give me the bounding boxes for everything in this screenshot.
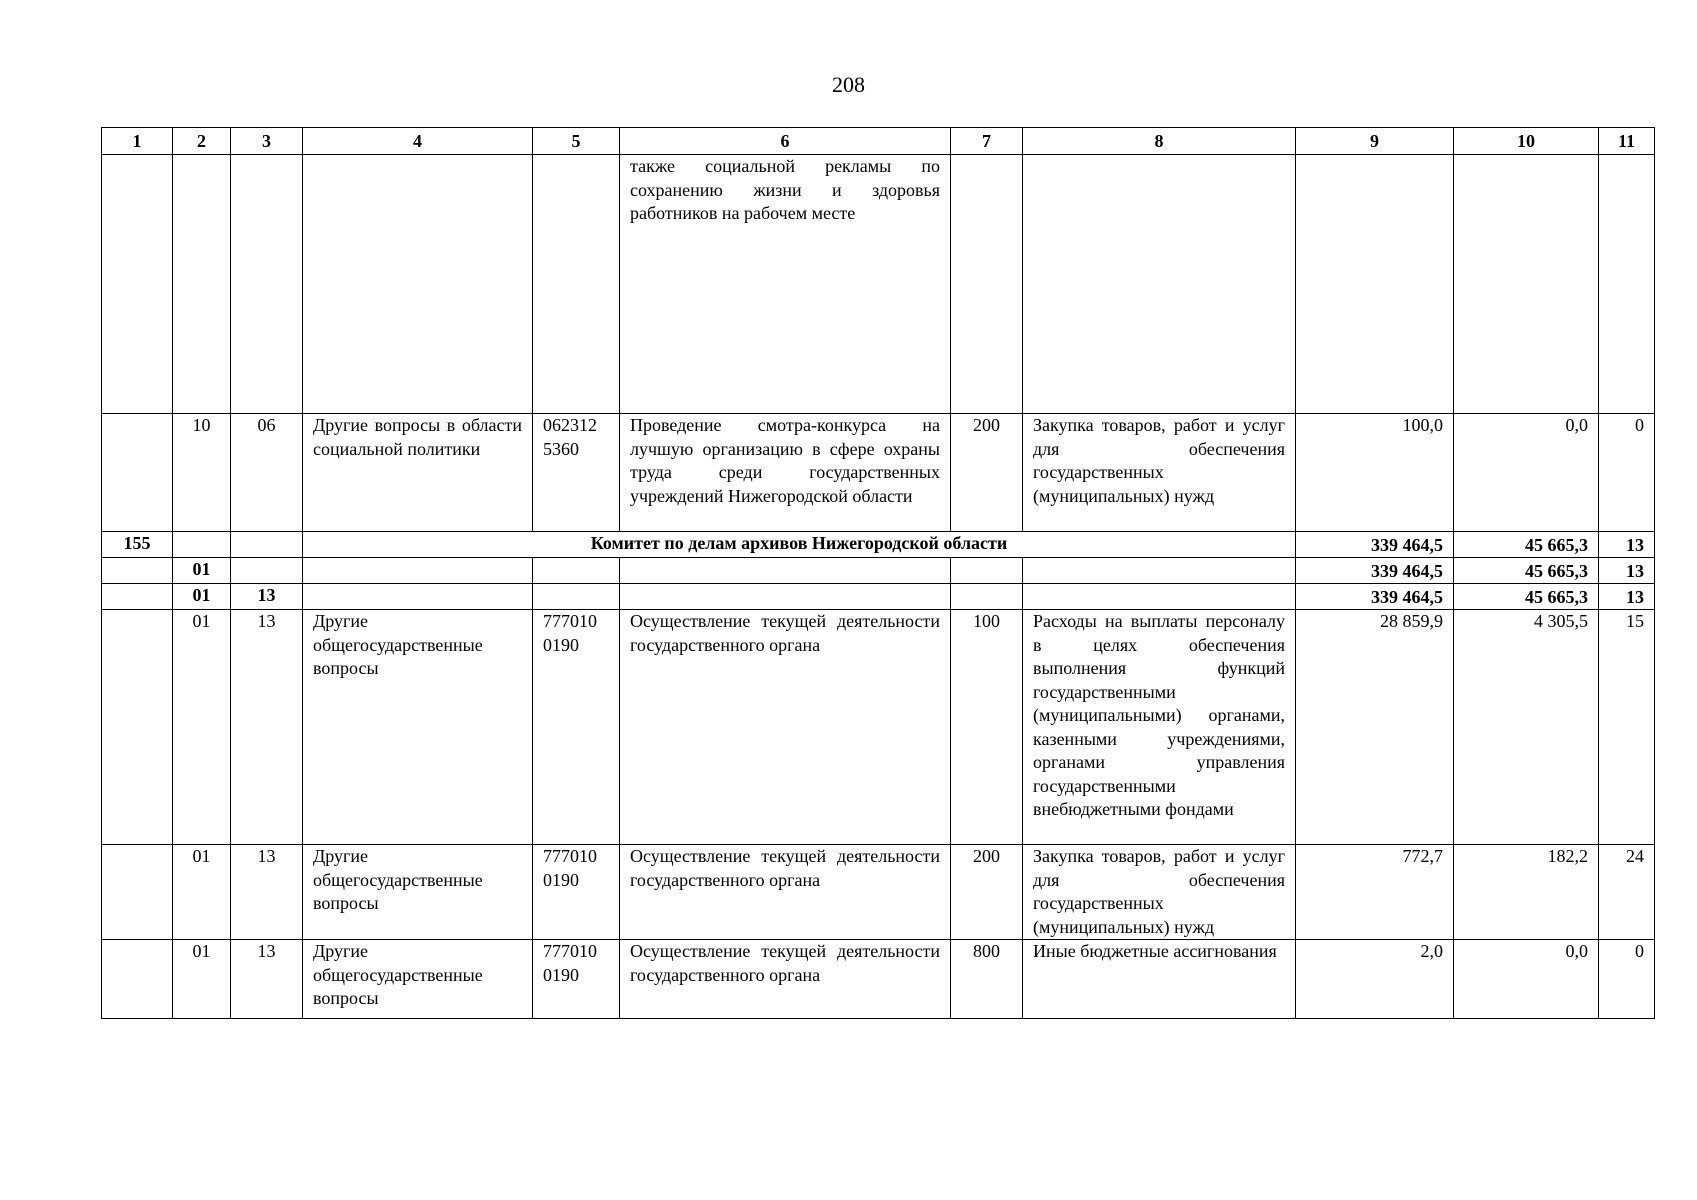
- cell-section-name: [303, 584, 533, 610]
- cell-expense-name: Закупка товаров, работ и услуг для обеспечения государственных (муниципальных) нужд: [1023, 414, 1296, 532]
- cell-empty: [173, 532, 231, 558]
- cell-expense-type: [951, 558, 1023, 584]
- cell-section: [173, 155, 231, 414]
- header-row: [102, 128, 1655, 155]
- cell-section: 01: [173, 610, 231, 845]
- table-row-section-total: [102, 558, 1655, 584]
- header-col-11: 11: [1599, 128, 1655, 155]
- page-number: 208: [832, 72, 865, 97]
- cell-admin-code: 155: [102, 532, 173, 558]
- cell-section: 01: [173, 845, 231, 940]
- cell-section: 01: [173, 940, 231, 1019]
- cell-section-name: [303, 558, 533, 584]
- cell-expense-type: [951, 584, 1023, 610]
- cell-admin-code: [102, 940, 173, 1019]
- cell-subsection: [231, 558, 303, 584]
- cell-value-10: 45 665,3: [1454, 532, 1599, 558]
- cell-description: Осуществление текущей деятельности государственного органа: [620, 845, 951, 940]
- header-col-6: 6: [620, 128, 951, 155]
- cell-value-9: 100,0: [1296, 414, 1454, 532]
- cell-description: [620, 558, 951, 584]
- organization-title: Комитет по делам архивов Нижегородской области: [303, 532, 1296, 558]
- cell-value-9: 339 464,5: [1296, 532, 1454, 558]
- header-col-10: 10: [1454, 128, 1599, 155]
- cell-admin-code: [102, 558, 173, 584]
- cell-expense-name: Закупка товаров, работ и услуг для обеспечения государственных (муниципальных) нужд: [1023, 845, 1296, 940]
- cell-target-code: [533, 155, 620, 414]
- cell-value-10: 45 665,3: [1454, 584, 1599, 610]
- cell-value-10: 182,2: [1454, 845, 1599, 940]
- header-col-5: 5: [533, 128, 620, 155]
- cell-section-name: Другие общегосударственные вопросы: [303, 940, 533, 1019]
- table-row: [102, 845, 1655, 940]
- header-col-1: 1: [102, 128, 173, 155]
- budget-table: [101, 127, 1655, 1019]
- cell-subsection: 06: [231, 414, 303, 532]
- cell-value-9: [1296, 155, 1454, 414]
- cell-target-code: 062312 5360: [533, 414, 620, 532]
- cell-empty: [231, 532, 303, 558]
- cell-section: 01: [173, 584, 231, 610]
- cell-value-10: 0,0: [1454, 414, 1599, 532]
- table-row: [102, 610, 1655, 845]
- table-row-subsection-total: [102, 584, 1655, 610]
- cell-expense-type: 200: [951, 414, 1023, 532]
- cell-value-11: 0: [1599, 414, 1655, 532]
- cell-value-9: 28 859,9: [1296, 610, 1454, 845]
- cell-target-code: [533, 558, 620, 584]
- cell-expense-type: [951, 155, 1023, 414]
- cell-value-11: 24: [1599, 845, 1655, 940]
- cell-admin-code: [102, 155, 173, 414]
- cell-subsection: 13: [231, 584, 303, 610]
- cell-value-11: [1599, 155, 1655, 414]
- cell-value-11: 0: [1599, 940, 1655, 1019]
- cell-value-11: 15: [1599, 610, 1655, 845]
- cell-admin-code: [102, 610, 173, 845]
- cell-section-name: Другие общегосударственные вопросы: [303, 845, 533, 940]
- cell-description: Осуществление текущей деятельности государственного органа: [620, 940, 951, 1019]
- cell-expense-type: 800: [951, 940, 1023, 1019]
- cell-subsection: 13: [231, 940, 303, 1019]
- cell-subsection: 13: [231, 610, 303, 845]
- cell-value-9: 772,7: [1296, 845, 1454, 940]
- cell-admin-code: [102, 584, 173, 610]
- cell-value-9: 339 464,5: [1296, 558, 1454, 584]
- cell-subsection: [231, 155, 303, 414]
- cell-expense-type: 100: [951, 610, 1023, 845]
- table-row-organization: [102, 532, 1655, 558]
- cell-description: [620, 584, 951, 610]
- header-col-2: 2: [173, 128, 231, 155]
- header-col-9: 9: [1296, 128, 1454, 155]
- cell-expense-name: [1023, 155, 1296, 414]
- cell-value-11: 13: [1599, 584, 1655, 610]
- cell-value-10: 4 305,5: [1454, 610, 1599, 845]
- cell-expense-name: Иные бюджетные ассигнования: [1023, 940, 1296, 1019]
- cell-subsection: 13: [231, 845, 303, 940]
- cell-expense-name: [1023, 558, 1296, 584]
- cell-value-11: 13: [1599, 532, 1655, 558]
- table-row: [102, 940, 1655, 1019]
- cell-target-code: [533, 584, 620, 610]
- cell-section-name: Другие вопросы в области социальной политики: [303, 414, 533, 532]
- cell-section-name: [303, 155, 533, 414]
- cell-section-name: Другие общегосударственные вопросы: [303, 610, 533, 845]
- cell-target-code: 777010 0190: [533, 610, 620, 845]
- table-row: [102, 155, 1655, 414]
- cell-value-11: 13: [1599, 558, 1655, 584]
- cell-value-10: 45 665,3: [1454, 558, 1599, 584]
- cell-admin-code: [102, 414, 173, 532]
- cell-description: Проведение смотра-конкурса на лучшую организацию в сфере охраны труда среди государственных учреждений Нижегородской области: [620, 414, 951, 532]
- header-col-4: 4: [303, 128, 533, 155]
- cell-expense-name: Расходы на выплаты персоналу в целях обеспечения выполнения функций государственными (муниципальными) органами, казенными учреждениями, органами управления государственными внебюджетными фондами: [1023, 610, 1296, 845]
- header-col-8: 8: [1023, 128, 1296, 155]
- header-col-7: 7: [951, 128, 1023, 155]
- cell-expense-name: [1023, 584, 1296, 610]
- cell-value-10: [1454, 155, 1599, 414]
- header-col-3: 3: [231, 128, 303, 155]
- cell-description: Осуществление текущей деятельности государственного органа: [620, 610, 951, 845]
- cell-value-9: 339 464,5: [1296, 584, 1454, 610]
- cell-expense-type: 200: [951, 845, 1023, 940]
- table-row: [102, 414, 1655, 532]
- cell-target-code: 777010 0190: [533, 845, 620, 940]
- cell-section: 10: [173, 414, 231, 532]
- cell-value-10: 0,0: [1454, 940, 1599, 1019]
- cell-admin-code: [102, 845, 173, 940]
- cell-target-code: 777010 0190: [533, 940, 620, 1019]
- cell-section: 01: [173, 558, 231, 584]
- cell-description: также социальной рекламы по сохранению жизни и здоровья работников на рабочем месте: [620, 155, 951, 414]
- cell-value-9: 2,0: [1296, 940, 1454, 1019]
